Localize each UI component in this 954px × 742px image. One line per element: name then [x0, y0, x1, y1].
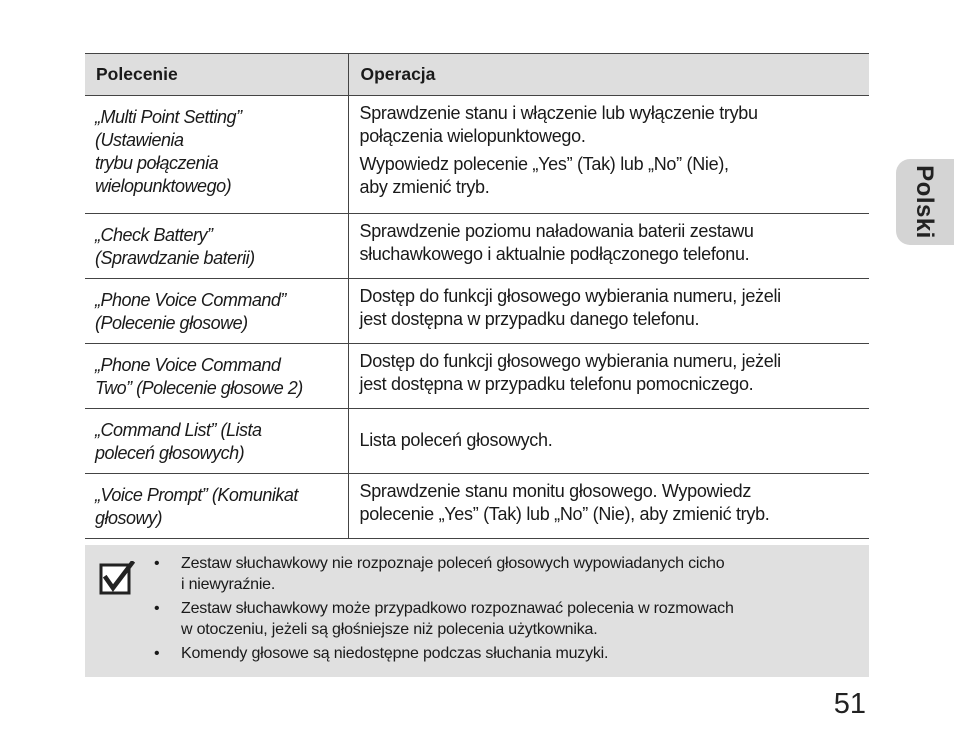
- note-line: i niewyraźnie.: [181, 576, 276, 593]
- language-tab-label: Polski: [911, 165, 938, 239]
- list-item: [154, 553, 854, 595]
- operation-line: aby zmienić tryb.: [359, 177, 490, 197]
- note-line: Zestaw słuchawkowy może przypadkowo rozpoznawać polecenia w rozmowach: [181, 600, 734, 617]
- bullet: •: [154, 600, 160, 617]
- note-box: [85, 545, 869, 677]
- column-header-operation: Operacja: [348, 54, 869, 96]
- table-row: [85, 344, 869, 409]
- note-line: Komendy głosowe są niedostępne podczas słuchania muzyki.: [181, 645, 609, 662]
- operation-line: Dostęp do funkcji głosowego wybierania numeru, jeżeli: [359, 286, 781, 306]
- page-number: 51: [833, 688, 866, 720]
- command-line: (Ustawienia: [95, 130, 184, 150]
- command-line: wielopunktowego): [95, 176, 232, 196]
- operation-paragraph: [360, 102, 860, 148]
- command-line: Two” (Polecenie głosowe 2): [95, 378, 303, 398]
- operation-line: Sprawdzenie poziomu naładowania baterii zestawu: [359, 221, 754, 241]
- operation-cell: [348, 409, 869, 474]
- language-tab: [896, 159, 954, 245]
- bullet: •: [154, 555, 160, 572]
- bullet: •: [154, 645, 160, 662]
- command-line: (Polecenie głosowe): [95, 313, 248, 333]
- voice-command-table: [85, 53, 869, 539]
- command-cell: [85, 214, 348, 279]
- note-line: w otoczeniu, jeżeli są głośniejsze niż polecenia użytkownika.: [181, 621, 598, 638]
- command-line: trybu połączenia: [95, 153, 219, 173]
- checkbox-check-icon: [99, 561, 135, 597]
- command-line: poleceń głosowych): [95, 443, 245, 463]
- operation-line: słuchawkowego i aktualnie podłączonego telefonu.: [359, 244, 750, 264]
- table-row: [85, 279, 869, 344]
- operation-paragraph: [360, 153, 860, 199]
- command-line: „Command List” (Lista: [95, 420, 262, 440]
- operation-cell: [348, 96, 869, 214]
- note-line: Zestaw słuchawkowy nie rozpoznaje poleceń głosowych wypowiadanych cicho: [181, 555, 725, 572]
- command-line: „Check Battery”: [95, 225, 213, 245]
- operation-line: jest dostępna w przypadku telefonu pomocniczego.: [359, 374, 754, 394]
- operation-cell: [348, 214, 869, 279]
- command-line: „Phone Voice Command”: [95, 290, 286, 310]
- table-row: [85, 214, 869, 279]
- operation-line: Sprawdzenie stanu i włączenie lub wyłączenie trybu: [359, 103, 758, 123]
- command-cell: [85, 96, 348, 214]
- operation-line: Lista poleceń głosowych.: [359, 429, 553, 450]
- command-cell: [85, 344, 348, 409]
- operation-cell: [348, 344, 869, 409]
- command-cell: [85, 279, 348, 344]
- list-item: [154, 643, 854, 664]
- operation-cell: [348, 474, 869, 539]
- operation-line: polecenie „Yes” (Tak) lub „No” (Nie), aby zmienić tryb.: [359, 504, 770, 524]
- operation-line: jest dostępna w przypadku danego telefonu.: [359, 309, 700, 329]
- operation-line: połączenia wielopunktowego.: [359, 126, 586, 146]
- command-line: „Voice Prompt” (Komunikat: [95, 485, 298, 505]
- command-line: „Phone Voice Command: [95, 355, 281, 375]
- table-header-row: [85, 54, 869, 96]
- table-row: [85, 474, 869, 539]
- table-row: [85, 96, 869, 214]
- column-header-command: Polecenie: [85, 54, 348, 96]
- command-line: głosowy): [95, 508, 163, 528]
- command-line: (Sprawdzanie baterii): [95, 248, 255, 268]
- command-cell: [85, 409, 348, 474]
- operation-line: Dostęp do funkcji głosowego wybierania numeru, jeżeli: [359, 351, 781, 371]
- operation-line: Sprawdzenie stanu monitu głosowego. Wypowiedz: [359, 481, 752, 501]
- operation-line: Wypowiedz polecenie „Yes” (Tak) lub „No” (Nie),: [359, 154, 729, 174]
- table-row: [85, 409, 869, 474]
- operation-cell: [348, 279, 869, 344]
- command-cell: [85, 474, 348, 539]
- note-list: [154, 553, 854, 667]
- list-item: [154, 598, 854, 640]
- command-line: „Multi Point Setting”: [95, 107, 242, 127]
